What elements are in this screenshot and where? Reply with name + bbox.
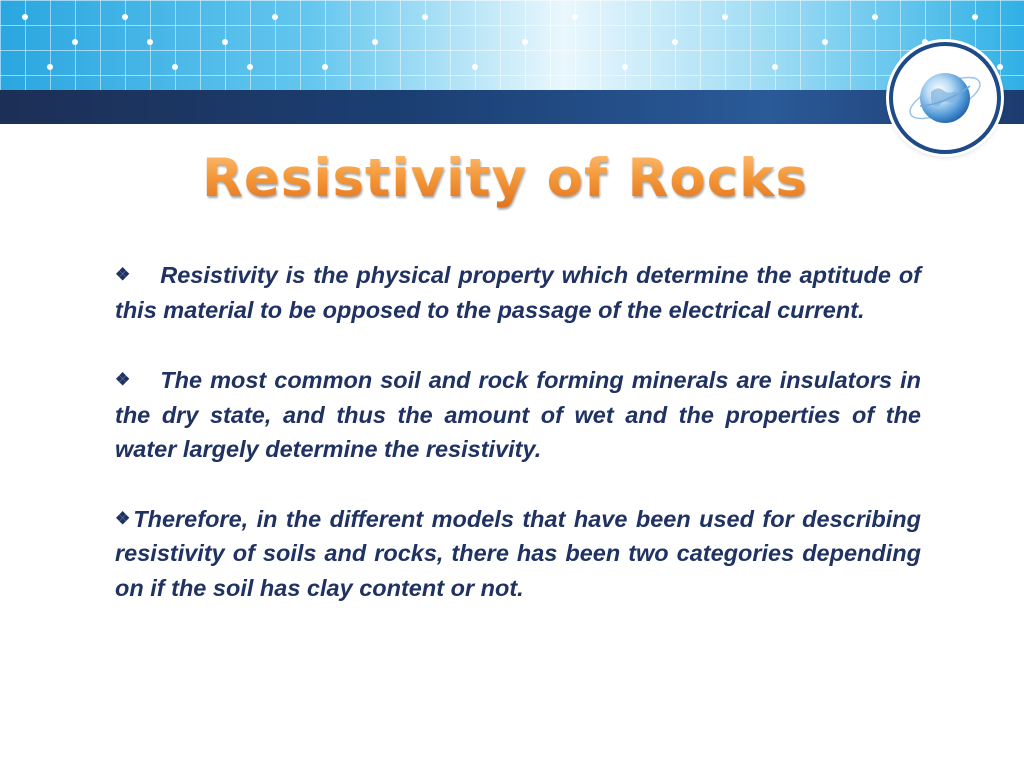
bullet-text-3: Therefore, in the different models that have been used for describing resistivity of soils and rocks, there has been two categories depending on if the soil has clay content or not. (115, 505, 921, 601)
globe-icon (893, 46, 997, 150)
globe-logo-badge (889, 42, 1001, 154)
header-grid-banner (0, 0, 1024, 90)
diamond-bullet-icon: ❖ (115, 265, 131, 284)
bullet-text-2: The most common soil and rock forming minerals are insulators in the dry state, and thus the amount of wet and the properties of the water largely determine the resistivity. (115, 367, 921, 462)
bullet-paragraph-1 (115, 258, 921, 327)
slide-title: Resistivity of Rocks (0, 148, 1010, 209)
bullet-paragraph-3 (115, 502, 921, 606)
diamond-bullet-icon: ❖ (115, 508, 131, 528)
bullet-paragraph-2 (115, 363, 921, 467)
header-bar (0, 90, 1024, 124)
bullet-list (115, 258, 921, 605)
diamond-bullet-icon: ❖ (115, 370, 131, 389)
bullet-text-1: Resistivity is the physical property which determine the aptitude of this material to be opposed to the passage of the electrical current. (115, 262, 921, 323)
